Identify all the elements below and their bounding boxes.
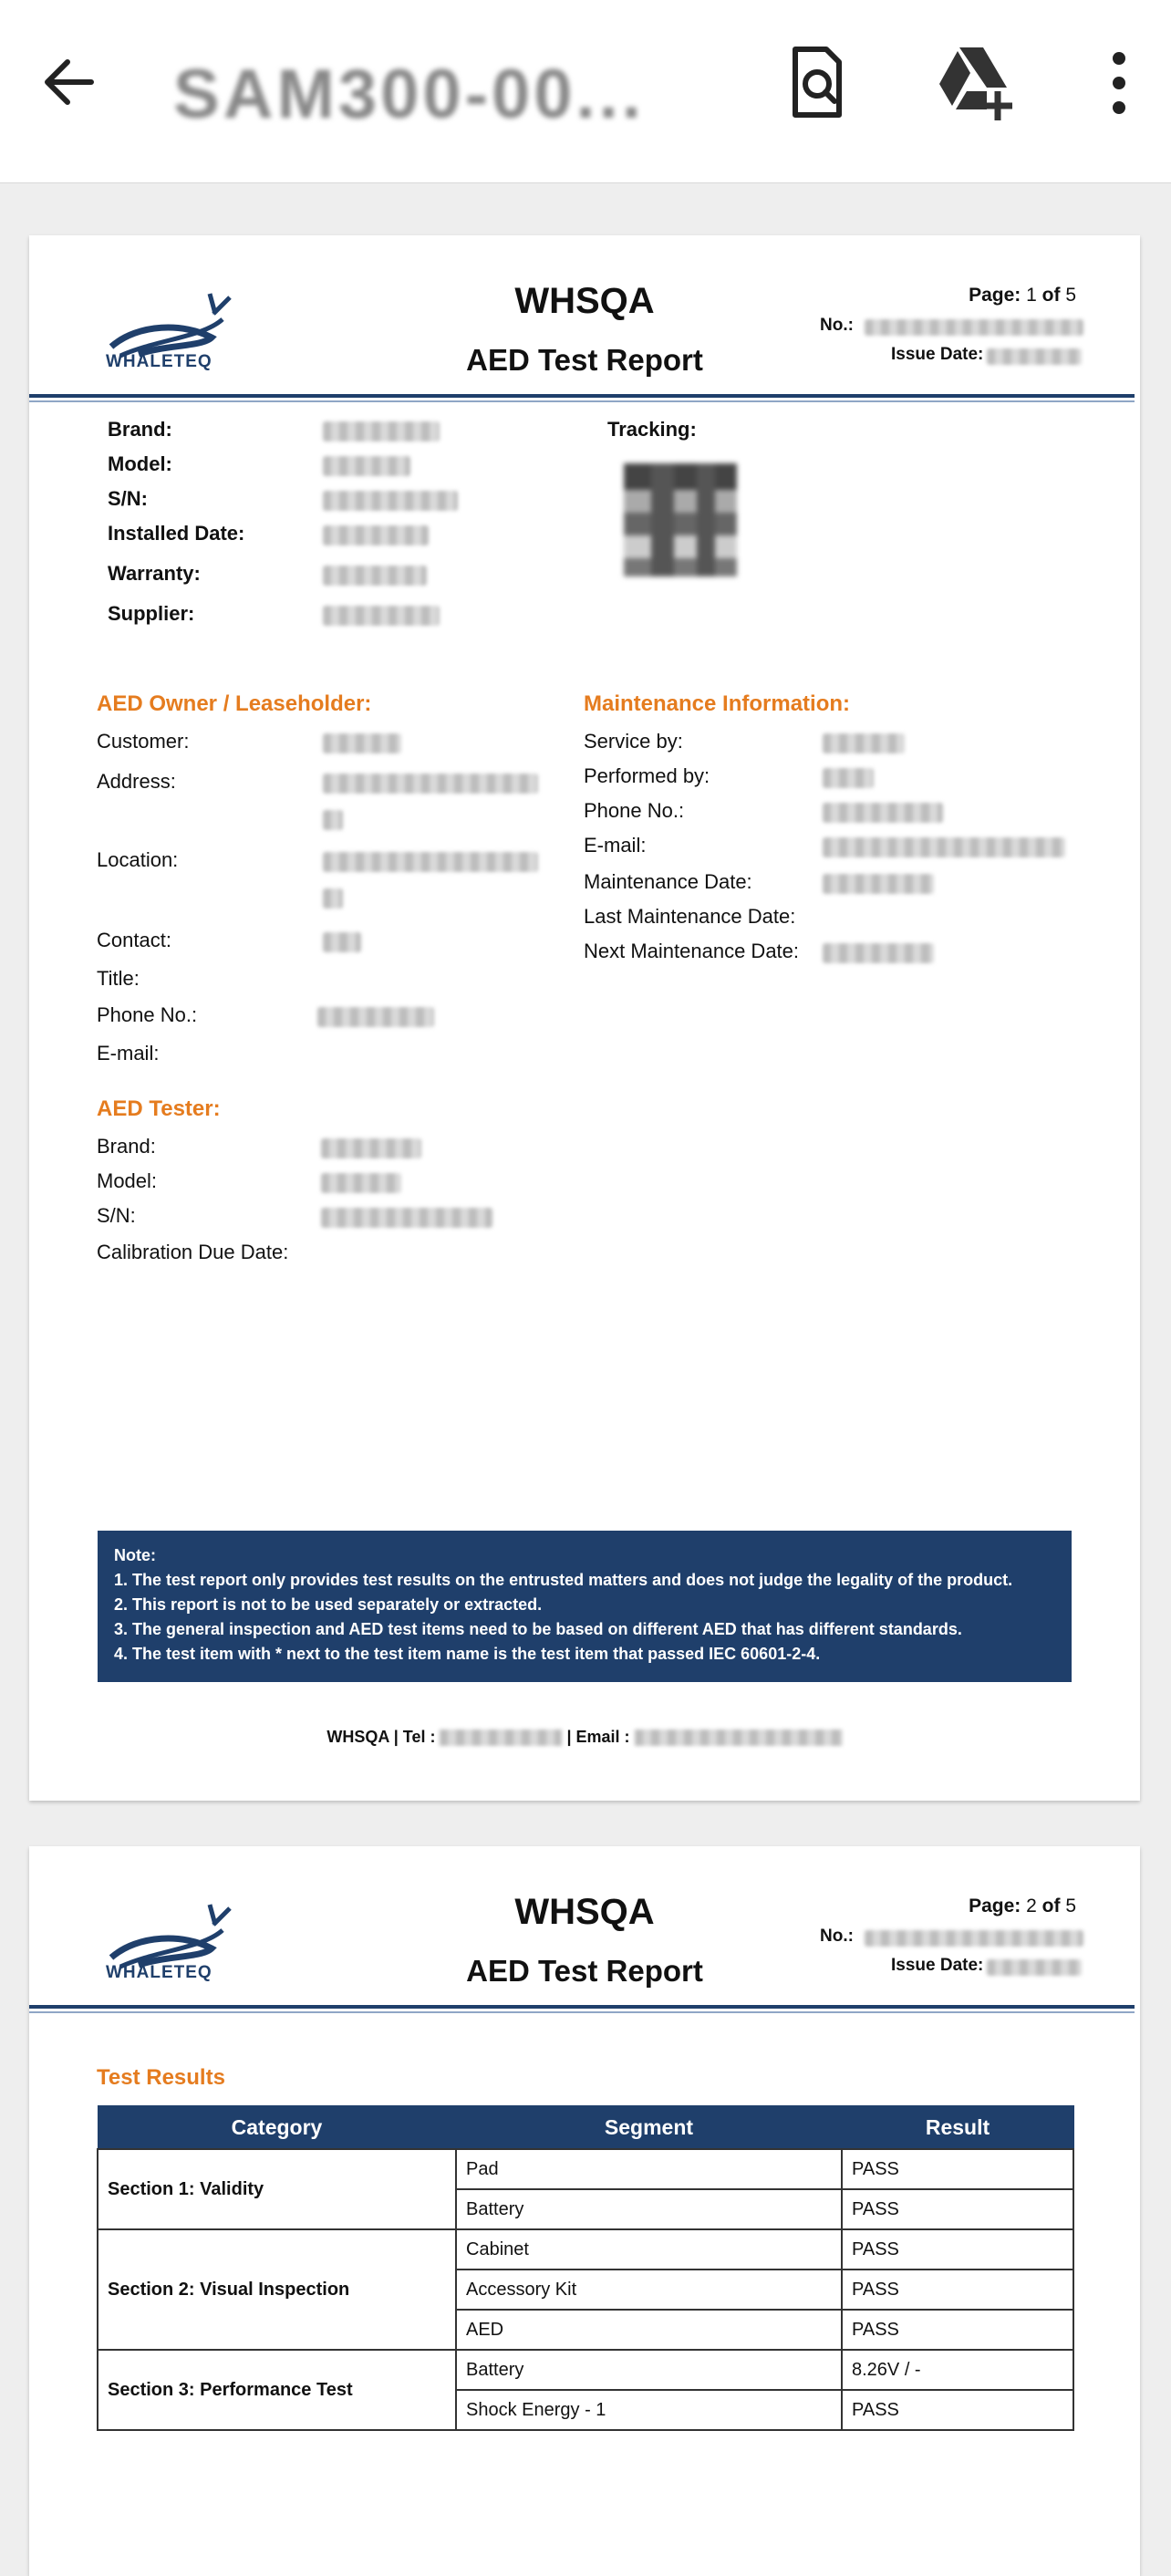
- test-results-table: [97, 2105, 1074, 2431]
- report-no-label: No.:: [820, 1927, 854, 1946]
- performed-by-label: Performed by:: [584, 764, 710, 787]
- location-label: Location:: [97, 848, 179, 871]
- logo-text: WHALETEQ: [106, 1963, 212, 1982]
- test-results-heading: Test Results: [97, 2065, 225, 2090]
- company-name: WHSQA: [514, 281, 655, 321]
- segment-cell: AED: [456, 2310, 842, 2350]
- page-footer: [29, 1728, 1140, 1747]
- note-line-1: 1. The test report only provides test results on the entrusted matters and does not judge the legality of the product.: [114, 1571, 1013, 1589]
- footer-email-label: | Email :: [566, 1728, 630, 1746]
- segment-cell: Shock Energy - 1: [456, 2390, 842, 2430]
- calibration-due-date-label: Calibration Due Date:: [97, 1241, 289, 1263]
- tracking-label: Tracking:: [607, 418, 697, 441]
- tester-brand-label: Brand:: [97, 1135, 156, 1158]
- result-cell: PASS: [842, 2149, 1073, 2189]
- company-name: WHSQA: [514, 1892, 655, 1932]
- next-maintenance-date-label: Next Maintenance Date:: [584, 940, 800, 962]
- issue-date-label: Issue Date:: [891, 1956, 984, 1975]
- supplier-label: Supplier:: [108, 602, 195, 625]
- report-header: [29, 235, 1140, 400]
- tester-model-label: Model:: [97, 1169, 158, 1192]
- customer-label: Customer:: [97, 730, 190, 753]
- category-cell: Section 1: Validity: [98, 2149, 456, 2229]
- device-sn-label: S/N:: [108, 487, 148, 510]
- report-page-2: [29, 1846, 1140, 2576]
- document-title: SAM300-00...: [173, 56, 645, 133]
- category-cell: Section 2: Visual Inspection: [98, 2229, 456, 2350]
- table-row: [98, 2149, 1073, 2189]
- page-indicator: Page: 1 of 5: [969, 285, 1076, 306]
- result-cell: PASS: [842, 2189, 1073, 2229]
- note-line-4: 4. The test item with * next to the test item name is the test item that passed IEC 60601-2-4.: [114, 1645, 821, 1663]
- warranty-label: Warranty:: [108, 562, 201, 585]
- owner-email-label: E-mail:: [97, 1042, 160, 1065]
- result-cell: PASS: [842, 2270, 1073, 2310]
- save-to-drive-icon[interactable]: [934, 42, 1016, 124]
- maint-phone-label: Phone No.:: [584, 799, 685, 822]
- device-model-label: Model:: [108, 452, 172, 475]
- tester-heading: AED Tester:: [97, 1096, 221, 1121]
- note-line-2: 2. This report is not to be used separately or extracted.: [114, 1595, 543, 1614]
- result-cell: 8.26V / -: [842, 2350, 1073, 2390]
- address-label: Address:: [97, 770, 176, 793]
- report-no-label: No.:: [820, 316, 854, 335]
- issue-date-label: Issue Date:: [891, 345, 984, 364]
- last-maintenance-date-label: Last Maintenance Date:: [584, 905, 796, 928]
- more-options-icon[interactable]: [1078, 42, 1160, 124]
- note-title: Note:: [114, 1546, 156, 1564]
- result-cell: PASS: [842, 2229, 1073, 2270]
- logo-text: WHALETEQ: [106, 352, 212, 371]
- report-header: [29, 1846, 1140, 2010]
- tester-sn-label: S/N:: [97, 1204, 136, 1227]
- category-cell: Section 3: Performance Test: [98, 2350, 456, 2430]
- report-page-1: [29, 235, 1140, 1801]
- footer-tel-label: | Tel :: [393, 1728, 436, 1746]
- installed-date-label: Installed Date:: [108, 522, 245, 545]
- segment-cell: Cabinet: [456, 2229, 842, 2270]
- title-label: Title:: [97, 967, 140, 990]
- tracking-qr-code: [624, 463, 737, 576]
- result-cell: PASS: [842, 2310, 1073, 2350]
- segment-cell: Battery: [456, 2189, 842, 2229]
- owner-heading: AED Owner / Leaseholder:: [97, 691, 372, 716]
- report-title: AED Test Report: [466, 343, 703, 377]
- contact-label: Contact:: [97, 929, 171, 951]
- segment-cell: Accessory Kit: [456, 2270, 842, 2310]
- maintenance-heading: Maintenance Information:: [584, 691, 851, 716]
- app-bar: [0, 0, 1171, 183]
- find-in-document-icon[interactable]: [775, 42, 857, 124]
- service-by-label: Service by:: [584, 730, 683, 753]
- note-line-3: 3. The general inspection and AED test items need to be based on different AED that has different standards.: [114, 1620, 962, 1638]
- table-row: [98, 2229, 1073, 2270]
- note-box: [98, 1531, 1072, 1682]
- column-header-result: Result: [842, 2106, 1073, 2150]
- device-brand-label: Brand:: [108, 418, 172, 441]
- segment-cell: Pad: [456, 2149, 842, 2189]
- page-indicator: Page: 2 of 5: [969, 1896, 1076, 1916]
- table-row: [98, 2350, 1073, 2390]
- segment-cell: Battery: [456, 2350, 842, 2390]
- maintenance-date-label: Maintenance Date:: [584, 870, 752, 893]
- report-title: AED Test Report: [466, 1954, 703, 1988]
- column-header-category: Category: [98, 2106, 456, 2150]
- column-header-segment: Segment: [456, 2106, 842, 2150]
- result-cell: PASS: [842, 2390, 1073, 2430]
- owner-phone-label: Phone No.:: [97, 1003, 198, 1026]
- back-arrow-icon[interactable]: [36, 46, 109, 119]
- footer-company: WHSQA: [326, 1728, 389, 1746]
- maint-email-label: E-mail:: [584, 834, 647, 857]
